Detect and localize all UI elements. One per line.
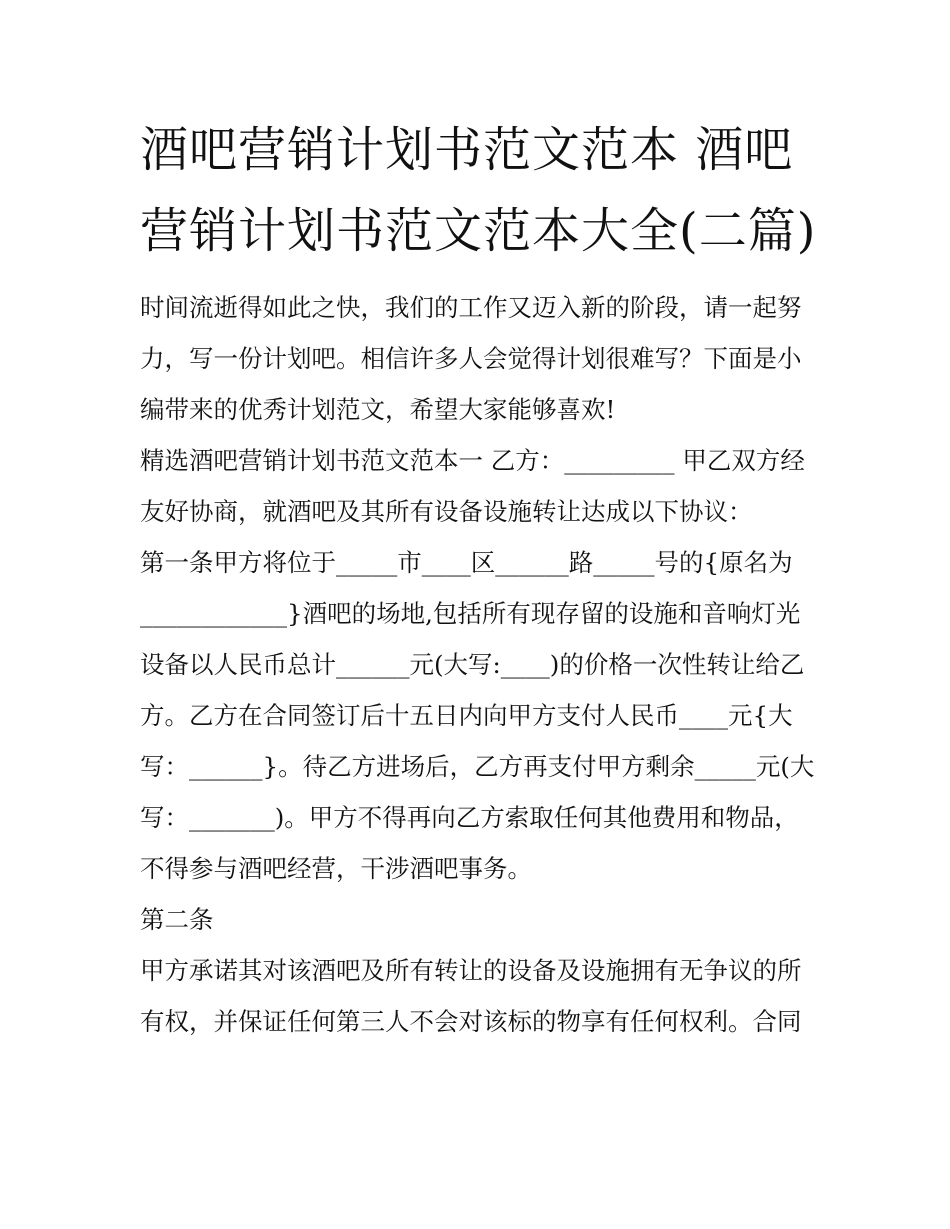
article-one-paragraph: 第一条甲方将位于_____市____区______路_____号的{原名为____________}酒吧的场地,包括所有现存留的设施和音响灯光设备以人民币总计______元(大写:____)的价格一次性转让给乙方。乙方在合同签订后十五日内向甲方支付人民币____元{大写：______}。待乙方进场后，乙方再支付甲方剩余_____元(大写：_______)。甲方不得再向乙方索取任何其他费用和物品，不得参与酒吧经营，干涉酒吧事务。 [140, 548, 815, 883]
article-two-paragraph: 甲方承诺其对该酒吧及所有转让的设备及设施拥有无争议的所有权，并保证任何第三人不会对该标的物享有任何权利。合同 [140, 956, 802, 1036]
document-page [140, 110, 820, 1047]
intro-paragraph: 时间流逝得如此之快，我们的工作又迈入新的阶段，请一起努力，写一份计划吧。相信许多人会觉得计划很难写？下面是小编带来的优秀计划范文，希望大家能够喜欢! [140, 293, 802, 424]
document-title: 酒吧营销计划书范文范本 酒吧营销计划书范文范本大全(二篇) [140, 122, 817, 259]
article-two-heading: 第二条 [140, 905, 214, 934]
sample-one-intro-paragraph: 精选酒吧营销计划书范文范本一 乙方：_________ 甲乙双方经友好协商，就酒吧及其所有设备设施转让达成以下协议： [140, 446, 805, 526]
